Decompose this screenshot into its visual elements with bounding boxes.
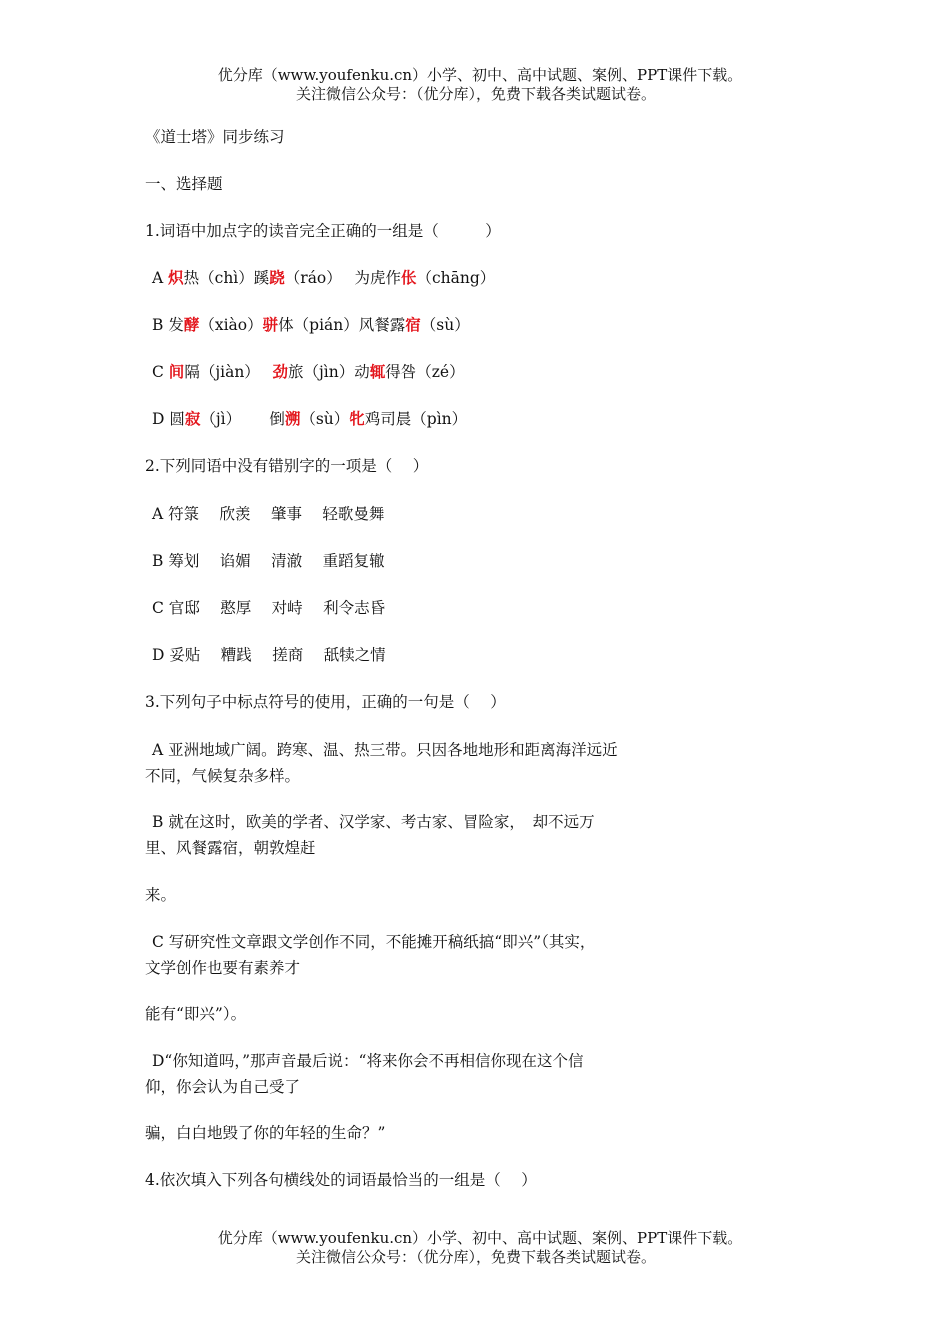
option-line: C 写研究性文章跟文学创作不同，不能摊开稿纸搞“即兴”（其实， xyxy=(152,933,596,951)
option-text: （chāng） xyxy=(416,269,496,287)
section-heading: 一、选择题 xyxy=(145,175,223,193)
option-text: （sù） xyxy=(420,316,470,334)
option-text: 体（pián）风餐露 xyxy=(278,316,406,334)
question-3-option-b xyxy=(145,809,665,861)
document-title: 《道士塔》同步练习 xyxy=(145,128,285,146)
question-3-option-a xyxy=(145,737,665,789)
option-text: （ráo） 为虎作 xyxy=(284,269,401,287)
option-text: 得咎（zé） xyxy=(385,363,465,381)
header-line-1: 优分库（www.youfenku.cn）小学、初中、高中试题、案例、PPT课件下载。 xyxy=(217,66,743,84)
dotted-character: 宿 xyxy=(405,315,421,334)
question-3-option-d xyxy=(145,1048,665,1100)
option-line: B 就在这时，欧美的学者、汉学家、考古家、冒险家， 却不远万 xyxy=(152,813,595,831)
question-3-option-c xyxy=(145,929,665,981)
footer-line-2: 关注微信公众号：（优分库），免费下载各类试题试卷。 xyxy=(295,1248,656,1266)
dotted-character: 骈 xyxy=(262,315,279,334)
question-3-stem: 3.下列句子中标点符号的使用，正确的一句是（ ） xyxy=(145,693,506,711)
option-text: B 发 xyxy=(152,316,184,334)
option-text: 隔（jiàn） xyxy=(184,363,273,381)
page-header xyxy=(0,66,950,104)
option-text: C xyxy=(152,363,169,381)
dotted-character: 劲 xyxy=(272,362,288,381)
option-text: D 圆 xyxy=(152,410,185,428)
dotted-character: 辄 xyxy=(369,362,386,381)
question-2-option-c: C 官邸 憨厚 对峙 利令志昏 xyxy=(152,599,386,617)
dotted-character: 酵 xyxy=(183,315,200,334)
option-text: （sù） xyxy=(300,410,350,428)
question-1-option-b xyxy=(152,315,470,335)
question-1-option-a xyxy=(152,268,495,288)
option-line: D“你知道吗，”那声音最后说：“将来你会不再相信你现在这个信 xyxy=(152,1052,584,1070)
question-3-option-b-continued: 来。 xyxy=(145,886,177,904)
option-line: A 亚洲地域广阔。跨寒、温、热三带。只因各地地形和距离海洋远近 xyxy=(152,741,618,759)
dotted-character: 炽 xyxy=(168,268,184,287)
option-text: （jì） 倒 xyxy=(200,410,285,428)
option-text: A xyxy=(152,269,169,287)
dotted-character: 溯 xyxy=(284,409,301,428)
dotted-character: 牝 xyxy=(349,409,365,428)
question-4-stem: 4.依次填入下列各句横线处的词语最恰当的一组是（ ） xyxy=(145,1171,537,1189)
header-line-2: 关注微信公众号：（优分库），免费下载各类试题试卷。 xyxy=(295,85,656,103)
question-2-stem: 2.下列同语中没有错别字的一项是（ ） xyxy=(145,457,429,475)
question-3-option-c-continued: 能有“即兴”）。 xyxy=(145,1005,247,1023)
dotted-character: 伥 xyxy=(400,268,417,287)
option-line: 仰，你会认为自己受了 xyxy=(145,1078,301,1096)
dotted-character: 跷 xyxy=(269,268,285,287)
footer-line-1: 优分库（www.youfenku.cn）小学、初中、高中试题、案例、PPT课件下载。 xyxy=(217,1229,743,1247)
dotted-character: 间 xyxy=(168,362,185,381)
option-text: （xiào） xyxy=(199,316,263,334)
option-text: 旅（jìn）动 xyxy=(288,363,370,381)
question-1-option-d xyxy=(152,409,467,429)
question-1-stem: 1.词语中加点字的读音完全正确的一组是（ ） xyxy=(145,222,501,240)
page-footer xyxy=(0,1229,950,1267)
option-line: 不同，气候复杂多样。 xyxy=(145,767,301,785)
option-text: 热（chì）蹊 xyxy=(183,269,270,287)
question-2-option-b: B 筹划 谄媚 清澈 重蹈复辙 xyxy=(152,552,385,570)
question-2-option-a: A 符箓 欣羡 肇事 轻歌曼舞 xyxy=(152,505,385,523)
question-3-option-d-continued: 骗，白白地毁了你的年轻的生命？” xyxy=(145,1124,386,1142)
question-2-option-d: D 妥贴 糟践 搓商 舐犊之情 xyxy=(152,646,386,664)
option-line: 文学创作也要有素养才 xyxy=(145,959,301,977)
dotted-character: 寂 xyxy=(184,409,201,428)
option-text: 鸡司晨（pìn） xyxy=(364,410,468,428)
option-line: 里、风餐露宿，朝敦煌赶 xyxy=(145,839,316,857)
question-1-option-c xyxy=(152,362,465,382)
